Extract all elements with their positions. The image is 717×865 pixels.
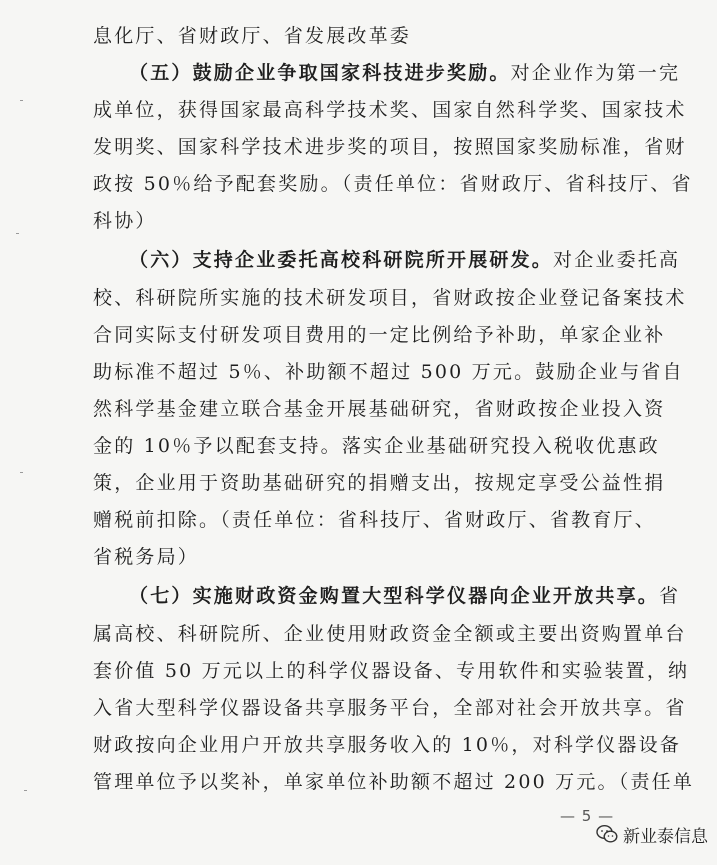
- paragraph-line: 入省大型科学仪器设备共享服务平台，全部对社会开放共享。省: [93, 697, 687, 719]
- paragraph-line: 合同实际支付研发项目费用的一定比例给予补助，单家企业补: [93, 324, 666, 346]
- paragraph-text: 对企业委托高: [553, 249, 681, 271]
- wechat-icon: [596, 824, 618, 844]
- section-heading-7: （七）实施财政资金购置大型科学仪器向企业开放共享。: [129, 585, 660, 607]
- paragraph-line: 成单位，获得国家最高科学技术奖、国家自然科学奖、国家技术: [93, 99, 687, 121]
- margin-mark: [16, 233, 19, 234]
- margin-mark: [20, 100, 23, 101]
- wechat-watermark: [596, 822, 708, 846]
- section-heading-6: （六）支持企业委托高校科研院所开展研发。: [129, 249, 554, 271]
- page-number: — 5 —: [560, 807, 615, 825]
- paragraph-line: 属高校、科研院所、企业使用财政资金全额或主要出资购置单台: [93, 623, 687, 645]
- paragraph-line: 政按 50％给予配套奖励。（责任单位：省财政厅、省科技厅、省: [93, 173, 693, 195]
- section-heading-line: [129, 242, 680, 278]
- paragraph-line: 发明奖、国家科学技术进步奖的项目，按照国家奖励标准，省财: [93, 136, 687, 158]
- section-heading-line: [129, 55, 680, 91]
- paragraph-line: 助标准不超过 5％、补助额不超过 500 万元。鼓励企业与省自: [93, 361, 684, 383]
- paragraph-line: 科协）: [93, 210, 157, 232]
- margin-mark: [20, 472, 23, 473]
- watermark-text: 新业泰信息: [623, 826, 708, 847]
- paragraph-text: 对企业作为第一完: [510, 62, 681, 84]
- paragraph-text: 省: [659, 585, 681, 607]
- paragraph-line: 套价值 50 万元以上的科学仪器设备、专用软件和实验装置，纳: [93, 660, 690, 682]
- margin-mark: [24, 790, 27, 791]
- paragraph-line: 然科学基金建立联合基金开展基础研究，省财政按企业投入资: [93, 398, 666, 420]
- paragraph-line: 管理单位予以奖补，单家单位补助额不超过 200 万元。（责任单: [93, 771, 695, 793]
- paragraph-line: 省税务局）: [93, 546, 200, 568]
- paragraph-line: 财政按向企业用户开放共享服务收入的 10％，对科学仪器设备: [93, 734, 682, 756]
- section-heading-line: [129, 578, 680, 614]
- paragraph-line: 赠税前扣除。（责任单位：省科技厅、省财政厅、省教育厅、: [93, 509, 656, 531]
- paragraph-line: 校、科研院所实施的技术研发项目，省财政按企业登记备案技术: [93, 287, 687, 309]
- paragraph-line: 金的 10％予以配套支持。落实企业基础研究投入税收优惠政: [93, 435, 660, 457]
- paragraph-line: 息化厅、省财政厅、省发展改革委: [93, 25, 412, 47]
- section-heading-5: （五）鼓励企业争取国家科技进步奖励。: [129, 62, 511, 84]
- paragraph-line: 策，企业用于资助基础研究的捐赠支出，按规定享受公益性捐: [93, 472, 666, 494]
